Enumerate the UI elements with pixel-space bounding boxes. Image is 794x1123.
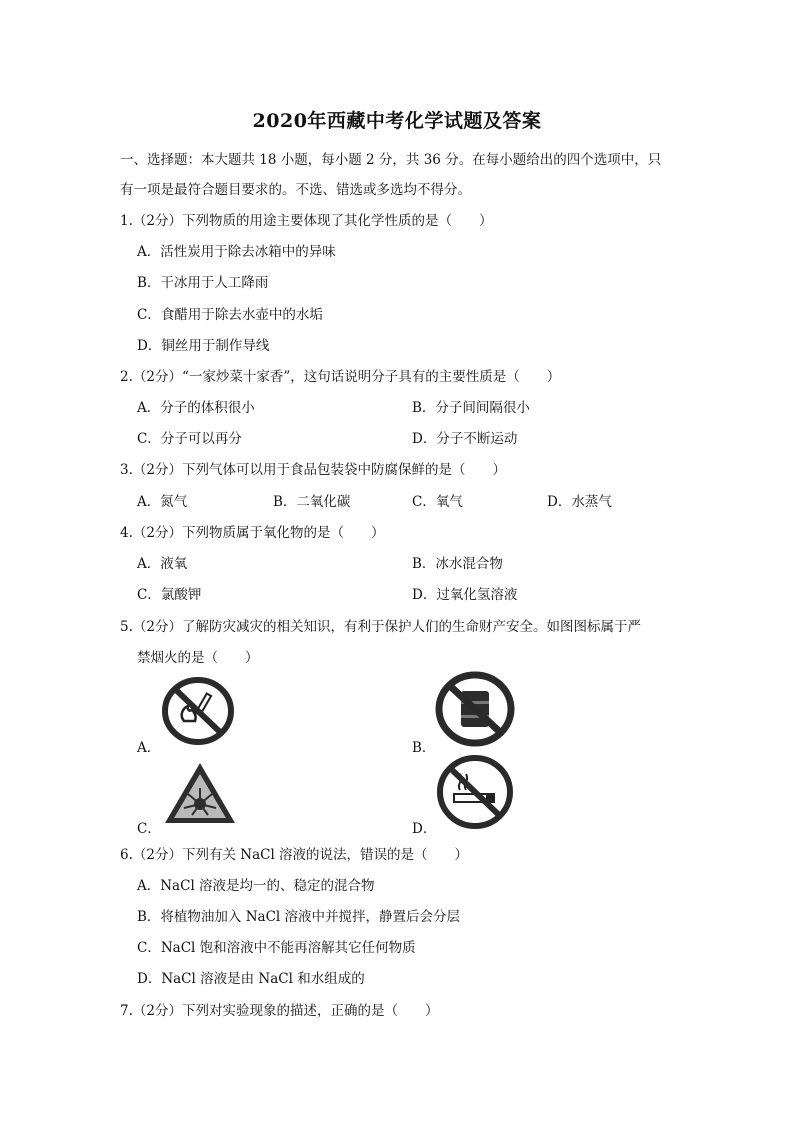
no-oil-barrel-sign-icon xyxy=(435,671,515,747)
question-3-option-a: A．氮气 xyxy=(137,494,188,510)
question-5-option-d: D． xyxy=(412,821,437,837)
question-5-option-a: A． xyxy=(137,740,161,756)
question-4-option-b: B．冰水混合物 xyxy=(412,556,503,572)
question-3-option-c: C．氧气 xyxy=(412,494,463,510)
question-7-stem: 7.（2分）下列对实验现象的描述，正确的是（ ） xyxy=(120,1003,439,1019)
question-4-option-a: A．液氧 xyxy=(137,556,188,572)
question-3-option-b: B．二氧化碳 xyxy=(273,494,351,510)
question-2-option-d: D．分子不断运动 xyxy=(412,431,518,447)
question-1-option-a: A．活性炭用于除去冰箱中的异味 xyxy=(137,244,336,260)
question-2-option-a: A．分子的体积很小 xyxy=(137,400,255,416)
no-smoking-sign-icon xyxy=(436,754,514,830)
question-6-option-b: B．将植物油加入 NaCl 溶液中并搅拌，静置后会分层 xyxy=(137,909,461,925)
question-2-option-c: C．分子可以再分 xyxy=(137,431,242,447)
no-fire-sign-icon xyxy=(161,675,235,747)
question-5-stem-continued: 禁烟火的是（ ） xyxy=(137,650,259,666)
section-intro-line-1: 一、选择题：本大题共 18 小题，每小题 2 分，共 36 分。在每小题给出的四个选项中，只 xyxy=(120,152,662,168)
question-6-stem: 6.（2分）下列有关 NaCl 溶液的说法，错误的是（ ） xyxy=(120,847,469,863)
question-3-option-d: D．水蒸气 xyxy=(547,494,612,510)
question-6-option-a: A．NaCl 溶液是均一的、稳定的混合物 xyxy=(137,878,375,894)
question-5-option-c: C． xyxy=(137,821,161,837)
question-5-option-b: B． xyxy=(412,740,436,756)
question-1-stem: 1.（2分）下列物质的用途主要体现了其化学性质的是（ ） xyxy=(120,213,493,229)
page-title: 2020年西藏中考化学试题及答案 xyxy=(252,110,542,132)
question-3-stem: 3.（2分）下列气体可以用于食品包装袋中防腐保鲜的是（ ） xyxy=(120,462,506,478)
question-2-stem: 2.（2分）“一家炒菜十家香”，这句话说明分子具有的主要性质是（ ） xyxy=(120,369,561,385)
question-6-option-c: C．NaCl 饱和溶液中不能再溶解其它任何物质 xyxy=(137,940,416,956)
explosive-warning-sign-icon xyxy=(162,760,238,826)
question-4-stem: 4.（2分）下列物质属于氧化物的是（ ） xyxy=(120,525,385,541)
question-1-option-d: D．铜丝用于制作导线 xyxy=(137,338,270,354)
question-2-option-b: B．分子间间隔很小 xyxy=(412,400,530,416)
section-intro-line-2: 有一项是最符合题目要求的。不选、错选或多选均不得分。 xyxy=(120,182,471,198)
question-4-option-c: C．氯酸钾 xyxy=(137,587,202,603)
question-4-option-d: D．过氧化氢溶液 xyxy=(412,587,518,603)
question-1-option-c: C．食醋用于除去水壶中的水垢 xyxy=(137,307,323,323)
question-5-stem: 5.（2分）了解防灾减灾的相关知识，有利于保护人们的生命财产安全。如图图标属于严 xyxy=(120,619,641,635)
question-6-option-d: D．NaCl 溶液是由 NaCl 和水组成的 xyxy=(137,971,365,987)
question-1-option-b: B．干冰用于人工降雨 xyxy=(137,275,269,291)
